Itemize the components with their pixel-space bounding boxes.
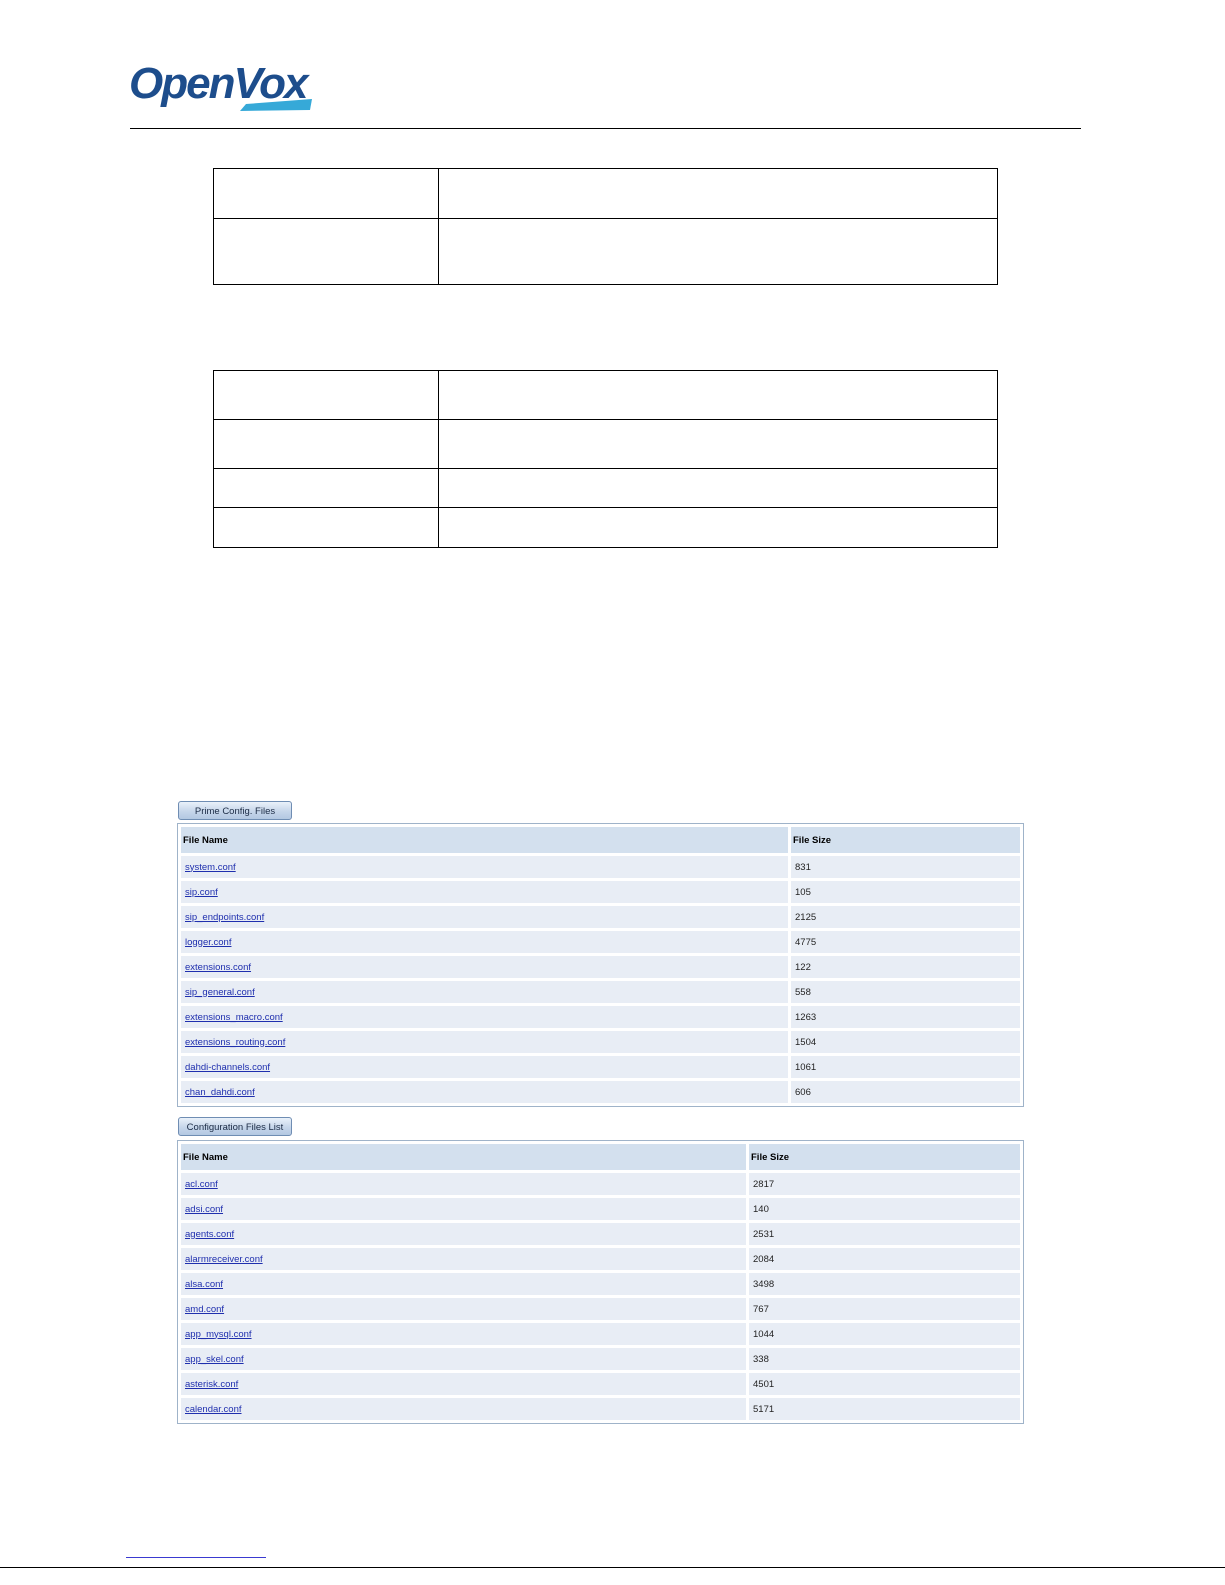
file-link[interactable]: extensions_macro.conf xyxy=(185,1011,283,1023)
table-header-row xyxy=(181,827,1020,853)
file-link[interactable]: adsi.conf xyxy=(185,1203,224,1215)
table-row xyxy=(181,981,1020,1003)
doc-table-cell xyxy=(214,469,439,508)
file-size-cell: 4501 xyxy=(749,1373,1020,1395)
file-link[interactable]: app_mysql.conf xyxy=(185,1328,252,1340)
file-link[interactable]: alarmreceiver.conf xyxy=(185,1253,263,1265)
file-name-cell xyxy=(181,1273,746,1295)
logo-text: OpenVox xyxy=(129,59,307,108)
column-header-file-name: File Name xyxy=(181,827,788,853)
table-header-row xyxy=(181,1144,1020,1170)
file-link[interactable]: amd.conf xyxy=(185,1303,225,1315)
table-row xyxy=(181,931,1020,953)
file-name-cell xyxy=(181,906,788,928)
file-link[interactable]: dahdi-channels.conf xyxy=(185,1061,271,1073)
file-size-cell: 558 xyxy=(791,981,1020,1003)
doc-table-cell xyxy=(214,508,439,548)
configuration-files-table xyxy=(177,1140,1024,1424)
file-size-cell: 767 xyxy=(749,1298,1020,1320)
file-size-cell: 2817 xyxy=(749,1173,1020,1195)
table-row xyxy=(181,1081,1020,1103)
file-size-cell: 140 xyxy=(749,1198,1020,1220)
file-name-cell xyxy=(181,881,788,903)
column-header-file-name: File Name xyxy=(181,1144,746,1170)
file-link[interactable]: sip.conf xyxy=(185,886,218,898)
file-link[interactable]: agents.conf xyxy=(185,1228,235,1240)
column-header-file-size: File Size xyxy=(749,1144,1020,1170)
prime-config-files-button[interactable]: Prime Config. Files xyxy=(178,801,292,820)
doc-table-cell xyxy=(439,169,998,219)
file-name-cell xyxy=(181,1081,788,1103)
doc-table-cell xyxy=(439,508,998,548)
file-link[interactable]: asterisk.conf xyxy=(185,1378,239,1390)
file-name-cell xyxy=(181,1198,746,1220)
file-size-cell: 4775 xyxy=(791,931,1020,953)
file-size-cell: 606 xyxy=(791,1081,1020,1103)
file-link[interactable]: acl.conf xyxy=(185,1178,218,1190)
table-row xyxy=(181,1323,1020,1345)
column-header-file-size: File Size xyxy=(791,827,1020,853)
doc-table-row xyxy=(214,469,998,508)
configuration-files-list-button[interactable]: Configuration Files List xyxy=(178,1117,292,1136)
file-link[interactable]: logger.conf xyxy=(185,936,232,948)
file-name-cell xyxy=(181,1348,746,1370)
file-name-cell xyxy=(181,1373,746,1395)
file-size-cell: 1263 xyxy=(791,1006,1020,1028)
file-link[interactable]: alsa.conf xyxy=(185,1278,224,1290)
file-size-cell: 1044 xyxy=(749,1323,1020,1345)
table-row xyxy=(181,1006,1020,1028)
file-name-cell xyxy=(181,1398,746,1420)
file-link[interactable]: app_skel.conf xyxy=(185,1353,244,1365)
file-link[interactable]: calendar.conf xyxy=(185,1403,242,1415)
doc-table-row xyxy=(214,420,998,469)
file-size-cell: 122 xyxy=(791,956,1020,978)
table-row xyxy=(181,1173,1020,1195)
doc-table-cell xyxy=(439,219,998,285)
doc-table-row xyxy=(214,219,998,285)
doc-table-cell xyxy=(439,420,998,469)
doc-table-cell xyxy=(214,169,439,219)
file-size-cell: 2531 xyxy=(749,1223,1020,1245)
file-size-cell: 3498 xyxy=(749,1273,1020,1295)
doc-table-cell xyxy=(214,371,439,420)
file-name-cell xyxy=(181,1298,746,1320)
file-link[interactable]: chan_dahdi.conf xyxy=(185,1086,255,1098)
table-row xyxy=(181,856,1020,878)
file-name-cell xyxy=(181,1323,746,1345)
file-name-cell xyxy=(181,1031,788,1053)
file-size-cell: 2125 xyxy=(791,906,1020,928)
table-row xyxy=(181,1223,1020,1245)
file-size-cell: 105 xyxy=(791,881,1020,903)
file-link[interactable]: system.conf xyxy=(185,861,236,873)
file-name-cell xyxy=(181,956,788,978)
file-size-cell: 338 xyxy=(749,1348,1020,1370)
file-size-cell: 1061 xyxy=(791,1056,1020,1078)
file-name-cell xyxy=(181,1056,788,1078)
doc-table-cell xyxy=(439,371,998,420)
table-row xyxy=(181,1398,1020,1420)
table-row xyxy=(181,1273,1020,1295)
file-link[interactable]: sip_endpoints.conf xyxy=(185,911,265,923)
header-rule xyxy=(130,128,1081,129)
file-name-cell xyxy=(181,1173,746,1195)
table-row xyxy=(181,1373,1020,1395)
table-row xyxy=(181,956,1020,978)
doc-table-row xyxy=(214,508,998,548)
table-row xyxy=(181,906,1020,928)
file-link[interactable]: sip_general.conf xyxy=(185,986,255,998)
table-row xyxy=(181,1056,1020,1078)
table-row xyxy=(181,1248,1020,1270)
file-name-cell xyxy=(181,931,788,953)
doc-table-cell xyxy=(214,219,439,285)
doc-table-2 xyxy=(213,370,998,548)
file-name-cell xyxy=(181,1223,746,1245)
file-size-cell: 831 xyxy=(791,856,1020,878)
table-row xyxy=(181,1348,1020,1370)
file-size-cell: 1504 xyxy=(791,1031,1020,1053)
file-name-cell xyxy=(181,1006,788,1028)
openvox-logo xyxy=(128,58,318,114)
table-row xyxy=(181,1298,1020,1320)
table-row xyxy=(181,881,1020,903)
doc-table-row xyxy=(214,169,998,219)
doc-table-1 xyxy=(213,168,998,285)
table-row xyxy=(181,1031,1020,1053)
doc-table-cell xyxy=(439,469,998,508)
file-size-cell: 5171 xyxy=(749,1398,1020,1420)
file-link[interactable]: extensions_routing.conf xyxy=(185,1036,286,1048)
doc-table-row xyxy=(214,371,998,420)
prime-config-files-table xyxy=(177,823,1024,1107)
file-name-cell xyxy=(181,856,788,878)
footer-link-underline xyxy=(126,1557,266,1558)
table-row xyxy=(181,1198,1020,1220)
file-link[interactable]: extensions.conf xyxy=(185,961,252,973)
file-size-cell: 2084 xyxy=(749,1248,1020,1270)
file-name-cell xyxy=(181,1248,746,1270)
footer-rule xyxy=(0,1567,1225,1568)
doc-table-cell xyxy=(214,420,439,469)
file-name-cell xyxy=(181,981,788,1003)
